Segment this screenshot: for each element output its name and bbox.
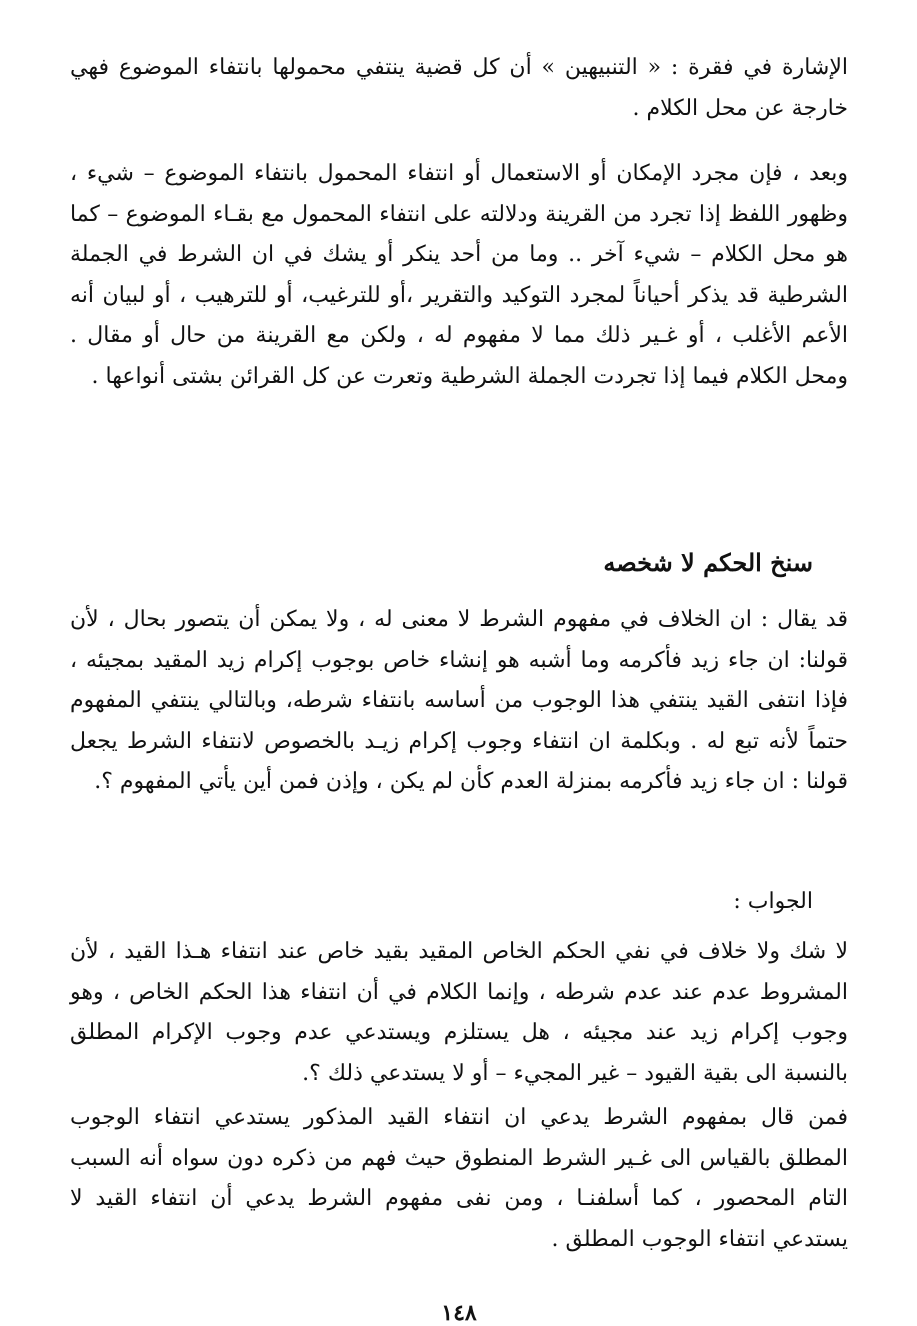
book-page <box>70 48 848 1326</box>
answer-label: الجواب : <box>733 889 813 914</box>
paragraph-1: الإشارة في فقرة : « التنبيهين » أن كل قضية ينتفي محمولها بانتفاء الموضوع فهي خارجة عن محل الكلام . <box>70 55 848 121</box>
paragraph-4: لا شك ولا خلاف في نفي الحكم الخاص المقيد بقيد خاص عند انتفاء هـذا القيد ، لأن المشروط عدم عند عدم شرطه ، وإنما الكلام في أن انتفاء هذا الحكم الخاص ، وهو وجوب إكرام زيد عند مجيئه ، هل يستلزم ويستدعي عدم وجوب الإكرام المطلق بالنسبة الى بقية القيود – غير المجيء – أو لا يستدعي ذلك ؟. <box>70 939 848 1086</box>
paragraph-3: قد يقال : ان الخلاف في مفهوم الشرط لا معنى له ، ولا يمكن أن يتصور بحال ، لأن قولنا: ان جاء زيد فأكرمه وما أشبه هو إنشاء خاص بوجوب إكرام زيد المقيد بمجيئه ، فإذا انتفى القيد ينتفي هذا الوجوب من أساسه بانتفاء شرطه، وبالتالي ينتفي المفهوم حتماً لأنه تبع له . وبكلمة ان انتفاء وجوب إكرام زيـد بالخصوص لانتفاء الشرط يجعل قولنا : ان جاء زيد فأكرمه بمنزلة العدم كأن لم يكن ، وإذن فمن أين يأتي المفهوم ؟. <box>70 607 848 794</box>
paragraph-5: فمن قال بمفهوم الشرط يدعي ان انتفاء القيد المذكور يستدعي انتفاء الوجوب المطلق بالقياس الى غـير الشرط المنطوق حيث فهم من ذكره دون سواه أنه السبب التام المحصور ، كما أسلفنـا ، ومن نفى مفهوم الشرط يدعي أن انتفاء القيد لا يستدعي انتفاء الوجوب المطلق . <box>70 1105 848 1252</box>
section-heading: سنخ الحكم لا شخصه <box>603 548 813 577</box>
paragraph-2: وبعد ، فإن مجرد الإمكان أو الاستعمال أو انتفاء المحمول بانتفاء الموضوع – شيء ، وظهور اللفظ إذا تجرد من القرينة ودلالته على انتفاء المحمول مع بقـاء الموضوع – كما هو محل الكلام – شيء آخر .. وما من أحد ينكر أو يشك في ان الشرط في الجملة الشرطية قد يذكر أحياناً لمجرد التوكيد والتقرير ،أو للترغيب، أو للترهيب ، أو لبيان أنه الأعم الأغلب ، أو غـير ذلك مما لا مفهوم له ، ولكن مع القرينة من حال أو مقال . ومحل الكلام فيما إذا تجردت الجملة الشرطية وتعرت عن كل القرائن بشتى أنواعها . <box>70 161 848 389</box>
page-number: ١٤٨ <box>441 1300 477 1326</box>
